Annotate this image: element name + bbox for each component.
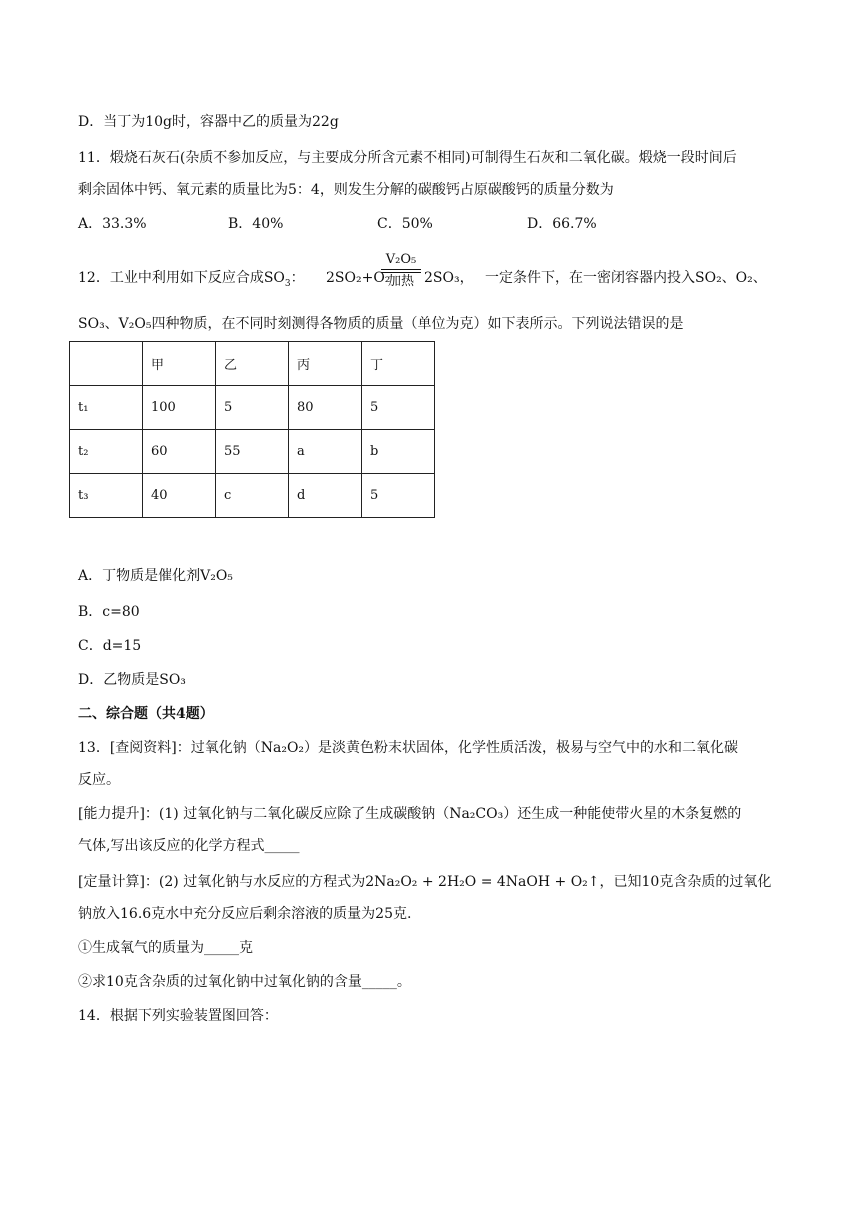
table-cell: a (289, 430, 362, 474)
q13-line3: [能力提升]：(1) 过氧化钠与二氧化碳反应除了生成碳酸钠（Na₂CO₃）还生成一种能使带火星的木条复燃的 (78, 806, 742, 822)
q12-condition: 加热 (387, 274, 414, 289)
q12-intro-colon: ： (290, 270, 305, 286)
table-cell: 55 (216, 430, 289, 474)
q12-equal-sign (381, 269, 421, 273)
q12-equation-right: 2SO₃， (424, 270, 474, 286)
q12-mass-table (69, 341, 435, 518)
table-cell: 40 (143, 474, 216, 518)
q14-stem: 14．根据下列实验装置图回答： (78, 1008, 278, 1024)
q11-option-c: C．50% (377, 216, 433, 232)
q10-option-d: D．当丁为10g时，容器中乙的质量为22g (78, 114, 339, 130)
table-cell: 5 (362, 386, 435, 430)
table-cell: b (362, 430, 435, 474)
q13-line2: 反应。 (78, 772, 120, 788)
q12-stem-line2: SO₃、V₂O₅四种物质，在不同时刻测得各物质的质量（单位为克）如下表所示。下列说法错误的是 (78, 316, 684, 332)
q13-line6: 钠放入16.6克水中充分反应后剩余溶液的质量为25克. (78, 906, 412, 922)
q11-option-a: A．33.3% (78, 216, 147, 232)
q13-line7: ①生成氧气的质量为_____克 (78, 940, 253, 956)
q11-option-b: B．40% (228, 216, 284, 232)
q12-option-a: A．丁物质是催化剂V₂O₅ (78, 568, 233, 584)
table-row (70, 386, 435, 430)
q11-stem-line1: 11．煅烧石灰石(杂质不参加反应，与主要成分所含元素不相同)可制得生石灰和二氧化碳。煅烧一段时间后 (78, 150, 737, 166)
q12-stem-continued: 一定条件下，在一密闭容器内投入SO₂、O₂、 (485, 270, 767, 286)
table-cell: d (289, 474, 362, 518)
table-row (70, 474, 435, 518)
table-cell: 5 (362, 474, 435, 518)
table-cell: 100 (143, 386, 216, 430)
table-cell: 5 (216, 386, 289, 430)
table-cell: t₁ (70, 386, 143, 430)
q11-option-d: D．66.7% (527, 216, 597, 232)
q12-equation-left: 2SO₂+O₂ (326, 270, 391, 286)
section-heading: 二、综合题（共4题） (78, 706, 214, 722)
table-row (70, 430, 435, 474)
table-cell: t₂ (70, 430, 143, 474)
q12-catalyst: V₂O₅ (385, 252, 417, 267)
table-cell: 60 (143, 430, 216, 474)
table-cell: t₃ (70, 474, 143, 518)
q13-line4: 气体,写出该反应的化学方程式_____ (78, 838, 300, 854)
q13-line8: ②求10克含杂质的过氧化钠中过氧化钠的含量_____。 (78, 974, 411, 990)
table-cell: 甲 (143, 342, 216, 386)
table-cell: 乙 (216, 342, 289, 386)
q13-line5: [定量计算]：(2) 过氧化钠与水反应的方程式为2Na₂O₂ + 2H₂O = 4NaOH + O₂↑，已知10克含杂质的过氧化 (78, 874, 772, 890)
table-cell: 丁 (362, 342, 435, 386)
table-header-row (70, 342, 435, 386)
table-cell: c (216, 474, 289, 518)
q12-reaction-arrow (381, 252, 421, 290)
q12-stem-line1 (78, 268, 305, 294)
q12-intro: 12．工业中利用如下反应合成SO (78, 270, 285, 286)
table-cell (70, 342, 143, 386)
table-cell: 丙 (289, 342, 362, 386)
q12-option-d: D．乙物质是SO₃ (78, 672, 186, 688)
q12-option-b: B．c=80 (78, 604, 140, 620)
q12-option-c: C．d=15 (78, 638, 142, 654)
q11-stem-line2: 剩余固体中钙、氧元素的质量比为5：4，则发生分解的碳酸钙占原碳酸钙的质量分数为 (78, 182, 614, 198)
q13-line1: 13．[查阅资料]：过氧化钠（Na₂O₂）是淡黄色粉末状固体，化学性质活泼，极易与空气中的水和二氧化碳 (78, 740, 739, 756)
table-cell: 80 (289, 386, 362, 430)
q12-intro-sub: 3 (284, 278, 291, 289)
